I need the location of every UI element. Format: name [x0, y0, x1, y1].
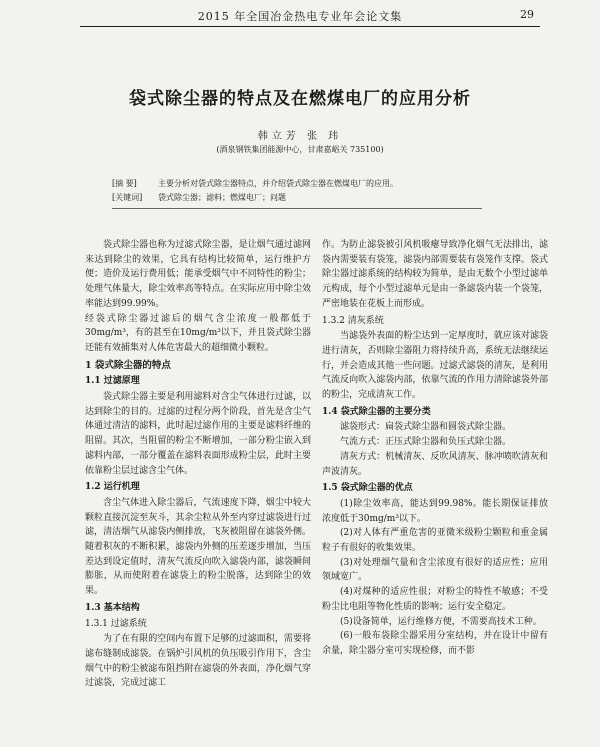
- classification-item: 滤袋形式：扁袋式除尘器和圆袋式除尘器。: [340, 422, 512, 433]
- left-column: [85, 238, 311, 691]
- body-paragraph: 当滤袋外表面的粉尘达到一定厚度时，就应该对滤袋进行清灰，否则除尘器阻力将持续升高，系统无法继续运行，并会造成其他一些问题。过滤式滤袋的清灰，是利用气流反向吹入滤袋内部，依靠气流的作用力清除滤袋外部的粉尘，完成清灰工作。: [322, 331, 548, 401]
- subsubsection-heading: 1.3.2 清灰系统: [322, 315, 384, 326]
- intro-paragraph: 经袋式除尘器过滤后的烟气含尘浓度一般都低于30mg/m³，有的甚至在10mg/m³以下，并且袋式除尘器还能有效捕集对人体危害最大的超细微小颗粒。: [85, 313, 311, 353]
- right-column: [322, 238, 548, 659]
- abstract-text: 主要分析对袋式除尘器特点，并介绍袋式除尘器在燃煤电厂的应用。: [158, 179, 398, 188]
- body-paragraph: 为了在有限的空间内布置下足够的过滤面积，需要将滤布缝制成滤袋。在锅炉引风机的负压吸引作用下，含尘烟气中的粉尘被滤布阻挡附在滤袋的外表面，净化烟气穿过滤袋，完成过滤工: [85, 634, 311, 689]
- advantage-item: (5)设备简单，运行维修方便，不需要高技术工种。: [340, 616, 542, 627]
- intro-paragraph: 袋式除尘器也称为过滤式除尘器，是让烟气通过滤网来达到除尘的效果，它具有结构比较简单，运行维护方便；造价及运行费用低；能承受烟气中不同特性的粉尘；处理气体量大，除尘效率高等特点。在实际应用中除尘效率能达到99.99%。: [85, 240, 311, 309]
- advantage-item: (3)对处理烟气量和含尘浓度有很好的适应性；应用领域宽广。: [322, 557, 548, 583]
- advantage-item: (6)一般布袋除尘器采用分室结构，并在设计中留有余量，除尘器分室可实现检修，而不影: [322, 631, 548, 656]
- journal-title: 2015 年全国冶金热电专业年会论文集: [197, 10, 403, 23]
- advantage-item: (2)对人体有严重危害的亚微米级粉尘颗粒和重金属粒子有很好的收集效果。: [322, 528, 548, 554]
- advantage-item: (1)除尘效率高，能达到99.98%。能长期保证排放浓度低于30mg/m³以下。: [322, 498, 548, 524]
- subsubsection-heading: 1.3.1 过滤系统: [85, 618, 147, 629]
- body-paragraph: 含尘气体进入除尘器后，气流速度下降，烟尘中较大颗粒直接沉淀至灰斗，其余尘粒从外至内穿过滤袋进行过滤，清洁烟气从滤袋内侧排放，飞灰被阻留在滤袋外侧。随着积灰的不断积累，滤袋内外侧的压差逐步增加，当压差达到设定值时，清灰气流反向吹入滤袋内部，滤袋瞬间膨胀，从而使附着在滤袋上的粉尘脱落，达到除尘的效果。: [85, 497, 311, 597]
- keywords-text: 袋式除尘器；滤料；燃煤电厂；问题: [158, 193, 286, 202]
- classification-item: 清灰方式：机械清灰、反吹风清灰、脉冲喷吹清灰和声波清灰。: [322, 451, 548, 477]
- subsection-heading: 1.4 袋式除尘器的主要分类: [322, 406, 431, 417]
- keywords: [112, 192, 286, 203]
- classification-item: 气流方式：正压式除尘器和负压式除尘器。: [340, 437, 512, 448]
- keywords-label: [关键词]: [112, 193, 143, 202]
- paper-title: 袋式除尘器的特点及在燃煤电厂的应用分析: [129, 89, 471, 109]
- subsection-heading: 1.3 基本结构: [85, 602, 140, 613]
- abstract: [112, 178, 398, 189]
- header-rule: [80, 26, 540, 27]
- running-header: [0, 4, 600, 32]
- abstract-rule: [112, 208, 482, 209]
- authors: 韩立芳 张 玮: [257, 131, 343, 142]
- subsection-heading: 1.5 袋式除尘器的优点: [322, 483, 413, 494]
- abstract-label: [摘 要]: [112, 179, 137, 188]
- affiliation: (酒泉钢铁集团能源中心，甘肃嘉峪关 735100): [216, 145, 384, 154]
- page-number: 29: [520, 8, 534, 21]
- body-paragraph: 袋式除尘器主要是利用滤料对含尘气体进行过滤，以达到除尘的目的。过滤的过程分两个阶段，首先是含尘气体通过清洁的滤料，此时起过滤作用的主要是滤料纤维的阻留。其次，当阻留的粉尘不断增加，一部分粉尘嵌入到滤料内部，一部分覆盖在滤料表面形成粉尘层，此时主要依靠粉尘层过滤含尘气体。: [85, 392, 311, 476]
- advantage-item: (4)对煤种的适应性很；对粉尘的特性不敏感；不受粉尘比电阻等物化性质的影响；运行安全稳定。: [322, 587, 548, 612]
- subsection-heading: 1.1 过滤原理: [85, 376, 140, 387]
- section-heading: 1 袋式除尘器的特点: [85, 359, 171, 371]
- body-paragraph: 作。为防止滤袋被引风机吸瘪导致净化烟气无法排出，滤袋内需要装有袋笼，滤袋内部需要装有袋笼作支撑。袋式除尘器过滤系统的结构较为简单，是由无数个小型过滤单元构成，每个小型过滤单元是由一条滤袋内装一个袋笼，严密地装在花板上而形成。: [322, 240, 548, 309]
- subsection-heading: 1.2 运行机理: [85, 482, 140, 493]
